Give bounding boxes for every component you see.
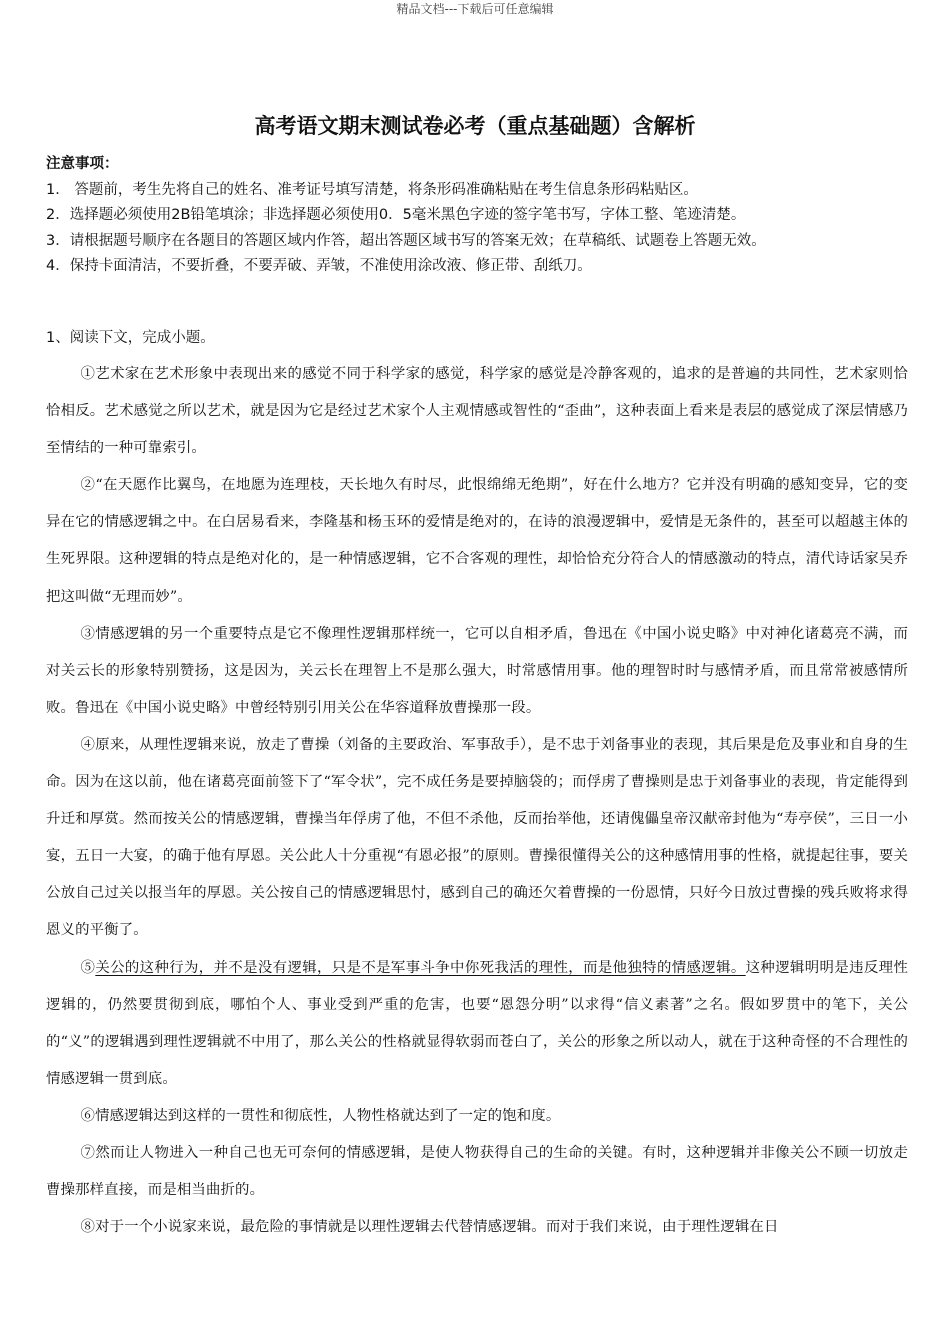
notice-item: 2．选择题必须使用2B铅笔填涂；非选择题必须使用0．5毫米黑色字迹的签字笔书写，字体工整、笔迹清楚。	[46, 207, 746, 223]
paragraph-6: ⑥情感逻辑达到这样的一贯性和彻底性，人物性格就达到了一定的饱和度。	[80, 1107, 561, 1124]
underlined-sentence: 关公的这种行为，并不是没有逻辑，只是不是军事斗争中你死我活的理性，而是他独特的情感逻辑。	[95, 959, 746, 976]
notice-item: 4．保持卡面清洁，不要折叠，不要弄破、弄皱，不准使用涂改液、修正带、刮纸刀。	[46, 258, 592, 274]
paragraph-8: ⑧对于一个小说家来说，最危险的事情就是以理性逻辑去代替情感逻辑。而对于我们来说，由于理性逻辑在日	[80, 1219, 779, 1236]
reading-passage	[46, 356, 908, 1246]
header-note: 精品文档---下载后可任意编辑	[396, 2, 554, 16]
notice-item: 1． 答题前，考生先将自己的姓名、准考证号填写清楚，将条形码准确粘贴在考生信息条形码粘贴区。	[46, 181, 698, 198]
notice-item: 3．请根据题号顺序在各题目的答题区域内作答，超出答题区域书写的答案无效；在草稿纸、试题卷上答题无效。	[46, 232, 766, 249]
paragraph-1: ①艺术家在艺术形象中表现出来的感觉不同于科学家的感觉，科学家的感觉是冷静客观的，追求的是普遍的共同性，艺术家则恰恰相反。艺术感觉之所以艺术，就是因为它是经过艺术家个人主观情感或智性的“歪曲”，这种表面上看来是表层的感觉成了深层情感乃至情结的一种可靠索引。	[46, 366, 908, 457]
paragraph-7: ⑦然而让人物进入一种自己也无可奈何的情感逻辑，是使人物获得自己的生命的关键。有时，这种逻辑并非像关公不顾一切放走曹操那样直接，而是相当曲折的。	[46, 1144, 908, 1199]
document-title: 高考语文期末测试卷必考（重点基础题）含解析	[254, 114, 696, 138]
paragraph-5-number: ⑤	[80, 959, 96, 976]
notice-heading: 注意事项：	[46, 156, 119, 172]
question-prompt: 1、阅读下文，完成小题。	[46, 330, 215, 346]
paragraph-2: ②“在天愿作比翼鸟，在地愿为连理枝，天长地久有时尽，此恨绵绵无绝期”，好在什么地方？它并没有明确的感知变异，它的变异在它的情感逻辑之中。在白居易看来，李隆基和杨玉环的爱情是绝对的，在诗的浪漫逻辑中，爱情是无条件的，甚至可以超越主体的生死界限。这种逻辑的特点是绝对化的，是一种情感逻辑，它不合客观的理性，却恰恰充分符合人的情感激动的特点，清代诗话家吴乔把这叫做“无理而妙”。	[46, 477, 908, 605]
paragraph-5-rest: 这种逻辑明明是违反理性逻辑的，仍然要贯彻到底，哪怕个人、事业受到严重的危害，也要“恩怨分明”以求得“信义素著”之名。假如罗贯中的笔下，关公的“义”的逻辑遇到理性逻辑就不中用了，那么关公的性格就显得软弱而苍白了，关公的形象之所以动人，就在于这种奇怪的不合理性的情感逻辑一贯到底。	[46, 959, 908, 1087]
paragraph-3: ③情感逻辑的另一个重要特点是它不像理性逻辑那样统一，它可以自相矛盾，鲁迅在《中国小说史略》中对神化诸葛亮不满，而对关云长的形象特别赞扬，这是因为，关云长在理智上不是那么强大，时常感情用事。他的理智时时与感情矛盾，而且常常被感情所败。鲁迅在《中国小说史略》中曾经特别引用关公在华容道释放曹操那一段。	[46, 625, 908, 716]
notice-section	[46, 152, 916, 280]
paragraph-4: ④原来，从理性逻辑来说，放走了曹操（刘备的主要政治、军事敌手），是不忠于刘备事业的表现，其后果是危及事业和自身的生命。因为在这以前，他在诸葛亮面前签下了“军令状”，完不成任务是要掉脑袋的；而俘虏了曹操则是忠于刘备事业的表现，肯定能得到升迁和厚赏。然而按关公的情感逻辑，曹操当年俘虏了他，不但不杀他，反而抬举他，还请傀儡皇帝汉献帝封他为“寿亭侯”，三日一小宴，五日一大宴，的确于他有厚恩。关公此人十分重视“有恩必报”的原则。曹操很懂得关公的这种感情用事的性格，就提起往事，要关公放自己过关以报当年的厚恩。关公按自己的情感逻辑思忖，感到自己的确还欠着曹操的一份恩情，只好今日放过曹操的残兵败将求得恩义的平衡了。	[46, 736, 908, 939]
paragraph-5	[46, 950, 908, 1098]
